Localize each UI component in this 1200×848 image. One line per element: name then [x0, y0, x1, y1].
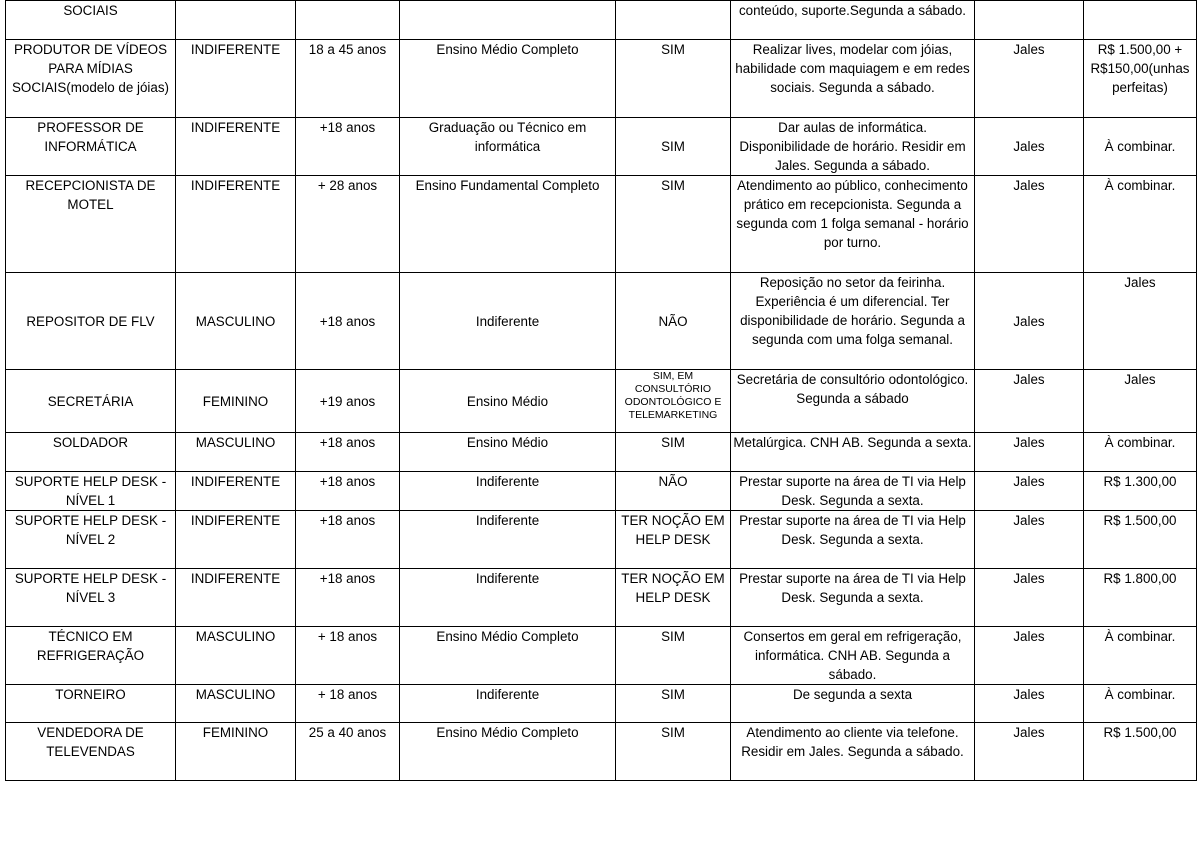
cidade-cell: Jales	[975, 433, 1084, 472]
salario-cell: R$ 1.800,00	[1084, 569, 1197, 627]
salario-cell: R$ 1.500,00	[1084, 723, 1197, 781]
experiencia-cell: SIM	[616, 723, 731, 781]
descricao-cell: Secretária de consultório odontológico. Segunda a sábado	[731, 370, 975, 433]
idade-cell: +18 anos	[296, 569, 400, 627]
descricao-cell: Reposição no setor da feirinha. Experiência é um diferencial. Ter disponibilidade de horário. Segunda a segunda com uma folga semanal.	[731, 273, 975, 370]
sexo-cell: MASCULINO	[176, 273, 296, 370]
cargo-cell: PRODUTOR DE VÍDEOS PARA MÍDIAS SOCIAIS(modelo de jóias)	[6, 40, 176, 118]
salario-cell: Jales	[1084, 370, 1197, 433]
descricao-cell: Atendimento ao cliente via telefone. Residir em Jales. Segunda a sábado.	[731, 723, 975, 781]
cargo-cell: REPOSITOR DE FLV	[6, 273, 176, 370]
escolaridade-cell	[400, 1, 616, 40]
descricao-cell: Atendimento ao público, conhecimento prático em recepcionista. Segunda a segunda com 1 folga semanal - horário por turno.	[731, 176, 975, 273]
table-row	[6, 118, 1197, 176]
sexo-cell: MASCULINO	[176, 685, 296, 723]
cidade-cell: Jales	[975, 723, 1084, 781]
salario-cell: À combinar.	[1084, 685, 1197, 723]
salario-cell: À combinar.	[1084, 176, 1197, 273]
idade-cell: +18 anos	[296, 118, 400, 176]
salario-cell: R$ 1.500,00 + R$150,00(unhas perfeitas)	[1084, 40, 1197, 118]
escolaridade-cell: Indiferente	[400, 685, 616, 723]
table-row	[6, 433, 1197, 472]
sexo-cell: INDIFERENTE	[176, 118, 296, 176]
cidade-cell: Jales	[975, 472, 1084, 511]
cargo-cell: TORNEIRO	[6, 685, 176, 723]
cidade-cell	[975, 1, 1084, 40]
cidade-cell: Jales	[975, 685, 1084, 723]
cidade-cell: Jales	[975, 627, 1084, 685]
idade-cell: + 28 anos	[296, 176, 400, 273]
cargo-cell: SUPORTE HELP DESK - NÍVEL 3	[6, 569, 176, 627]
idade-cell: +18 anos	[296, 273, 400, 370]
cidade-cell: Jales	[975, 176, 1084, 273]
experiencia-cell: SIM	[616, 685, 731, 723]
cidade-cell: Jales	[975, 273, 1084, 370]
experiencia-cell: SIM	[616, 627, 731, 685]
descricao-cell: Dar aulas de informática. Disponibilidade de horário. Residir em Jales. Segunda a sábado.	[731, 118, 975, 176]
cargo-cell: PROFESSOR DE INFORMÁTICA	[6, 118, 176, 176]
experiencia-cell: SIM	[616, 118, 731, 176]
escolaridade-cell: Ensino Médio	[400, 370, 616, 433]
escolaridade-cell: Graduação ou Técnico em informática	[400, 118, 616, 176]
idade-cell	[296, 1, 400, 40]
descricao-cell: Realizar lives, modelar com jóias, habilidade com maquiagem e em redes sociais. Segunda a sábado.	[731, 40, 975, 118]
idade-cell: 18 a 45 anos	[296, 40, 400, 118]
sexo-cell: MASCULINO	[176, 433, 296, 472]
experiencia-cell: TER NOÇÃO EM HELP DESK	[616, 511, 731, 569]
escolaridade-cell: Ensino Médio Completo	[400, 723, 616, 781]
cidade-cell: Jales	[975, 370, 1084, 433]
escolaridade-cell: Ensino Médio Completo	[400, 627, 616, 685]
sexo-cell: FEMININO	[176, 723, 296, 781]
table-row	[6, 472, 1197, 511]
cidade-cell: Jales	[975, 569, 1084, 627]
table-row	[6, 685, 1197, 723]
cargo-cell: SUPORTE HELP DESK - NÍVEL 2	[6, 511, 176, 569]
cargo-cell: VENDEDORA DE TELEVENDAS	[6, 723, 176, 781]
escolaridade-cell: Ensino Fundamental Completo	[400, 176, 616, 273]
table-row	[6, 40, 1197, 118]
idade-cell: 25 a 40 anos	[296, 723, 400, 781]
idade-cell: +18 anos	[296, 472, 400, 511]
job-listings-table	[5, 0, 1197, 781]
experiencia-cell: NÃO	[616, 472, 731, 511]
table-row	[6, 176, 1197, 273]
experiencia-cell: SIM, EM CONSULTÓRIO ODONTOLÓGICO E TELEMARKETING	[616, 370, 731, 433]
experiencia-cell	[616, 1, 731, 40]
cidade-cell: Jales	[975, 511, 1084, 569]
salario-cell: À combinar.	[1084, 627, 1197, 685]
experiencia-cell: SIM	[616, 176, 731, 273]
cargo-cell: SUPORTE HELP DESK - NÍVEL 1	[6, 472, 176, 511]
idade-cell: + 18 anos	[296, 627, 400, 685]
table-row	[6, 569, 1197, 627]
descricao-cell: Metalúrgica. CNH AB. Segunda a sexta.	[731, 433, 975, 472]
salario-cell: À combinar.	[1084, 433, 1197, 472]
cargo-cell: SECRETÁRIA	[6, 370, 176, 433]
cargo-cell: RECEPCIONISTA DE MOTEL	[6, 176, 176, 273]
sexo-cell: INDIFERENTE	[176, 176, 296, 273]
salario-cell: R$ 1.300,00	[1084, 472, 1197, 511]
escolaridade-cell: Indiferente	[400, 472, 616, 511]
idade-cell: +19 anos	[296, 370, 400, 433]
sexo-cell: INDIFERENTE	[176, 569, 296, 627]
sexo-cell: INDIFERENTE	[176, 40, 296, 118]
experiencia-cell: TER NOÇÃO EM HELP DESK	[616, 569, 731, 627]
experiencia-cell: SIM	[616, 40, 731, 118]
escolaridade-cell: Indiferente	[400, 569, 616, 627]
table-row	[6, 723, 1197, 781]
cargo-cell: TÉCNICO EM REFRIGERAÇÃO	[6, 627, 176, 685]
descricao-cell: Prestar suporte na área de TI via Help Desk. Segunda a sexta.	[731, 569, 975, 627]
cargo-cell: SOCIAIS	[6, 1, 176, 40]
descricao-cell: Prestar suporte na área de TI via Help Desk. Segunda a sexta.	[731, 511, 975, 569]
salario-cell	[1084, 1, 1197, 40]
table-row	[6, 370, 1197, 433]
cargo-cell: SOLDADOR	[6, 433, 176, 472]
descricao-cell: De segunda a sexta	[731, 685, 975, 723]
sexo-cell: INDIFERENTE	[176, 511, 296, 569]
sexo-cell: FEMININO	[176, 370, 296, 433]
escolaridade-cell: Indiferente	[400, 273, 616, 370]
escolaridade-cell: Ensino Médio Completo	[400, 40, 616, 118]
sexo-cell: MASCULINO	[176, 627, 296, 685]
salario-cell: R$ 1.500,00	[1084, 511, 1197, 569]
idade-cell: + 18 anos	[296, 685, 400, 723]
table-row	[6, 1, 1197, 40]
sexo-cell: INDIFERENTE	[176, 472, 296, 511]
salario-cell: À combinar.	[1084, 118, 1197, 176]
idade-cell: +18 anos	[296, 433, 400, 472]
table-row	[6, 627, 1197, 685]
escolaridade-cell: Indiferente	[400, 511, 616, 569]
table-row	[6, 273, 1197, 370]
idade-cell: +18 anos	[296, 511, 400, 569]
sexo-cell	[176, 1, 296, 40]
descricao-cell: Prestar suporte na área de TI via Help Desk. Segunda a sexta.	[731, 472, 975, 511]
table-row	[6, 511, 1197, 569]
escolaridade-cell: Ensino Médio	[400, 433, 616, 472]
salario-cell: Jales	[1084, 273, 1197, 370]
experiencia-cell: SIM	[616, 433, 731, 472]
descricao-cell: conteúdo, suporte.Segunda a sábado.	[731, 1, 975, 40]
experiencia-cell: NÃO	[616, 273, 731, 370]
cidade-cell: Jales	[975, 40, 1084, 118]
cidade-cell: Jales	[975, 118, 1084, 176]
descricao-cell: Consertos em geral em refrigeração, informática. CNH AB. Segunda a sábado.	[731, 627, 975, 685]
